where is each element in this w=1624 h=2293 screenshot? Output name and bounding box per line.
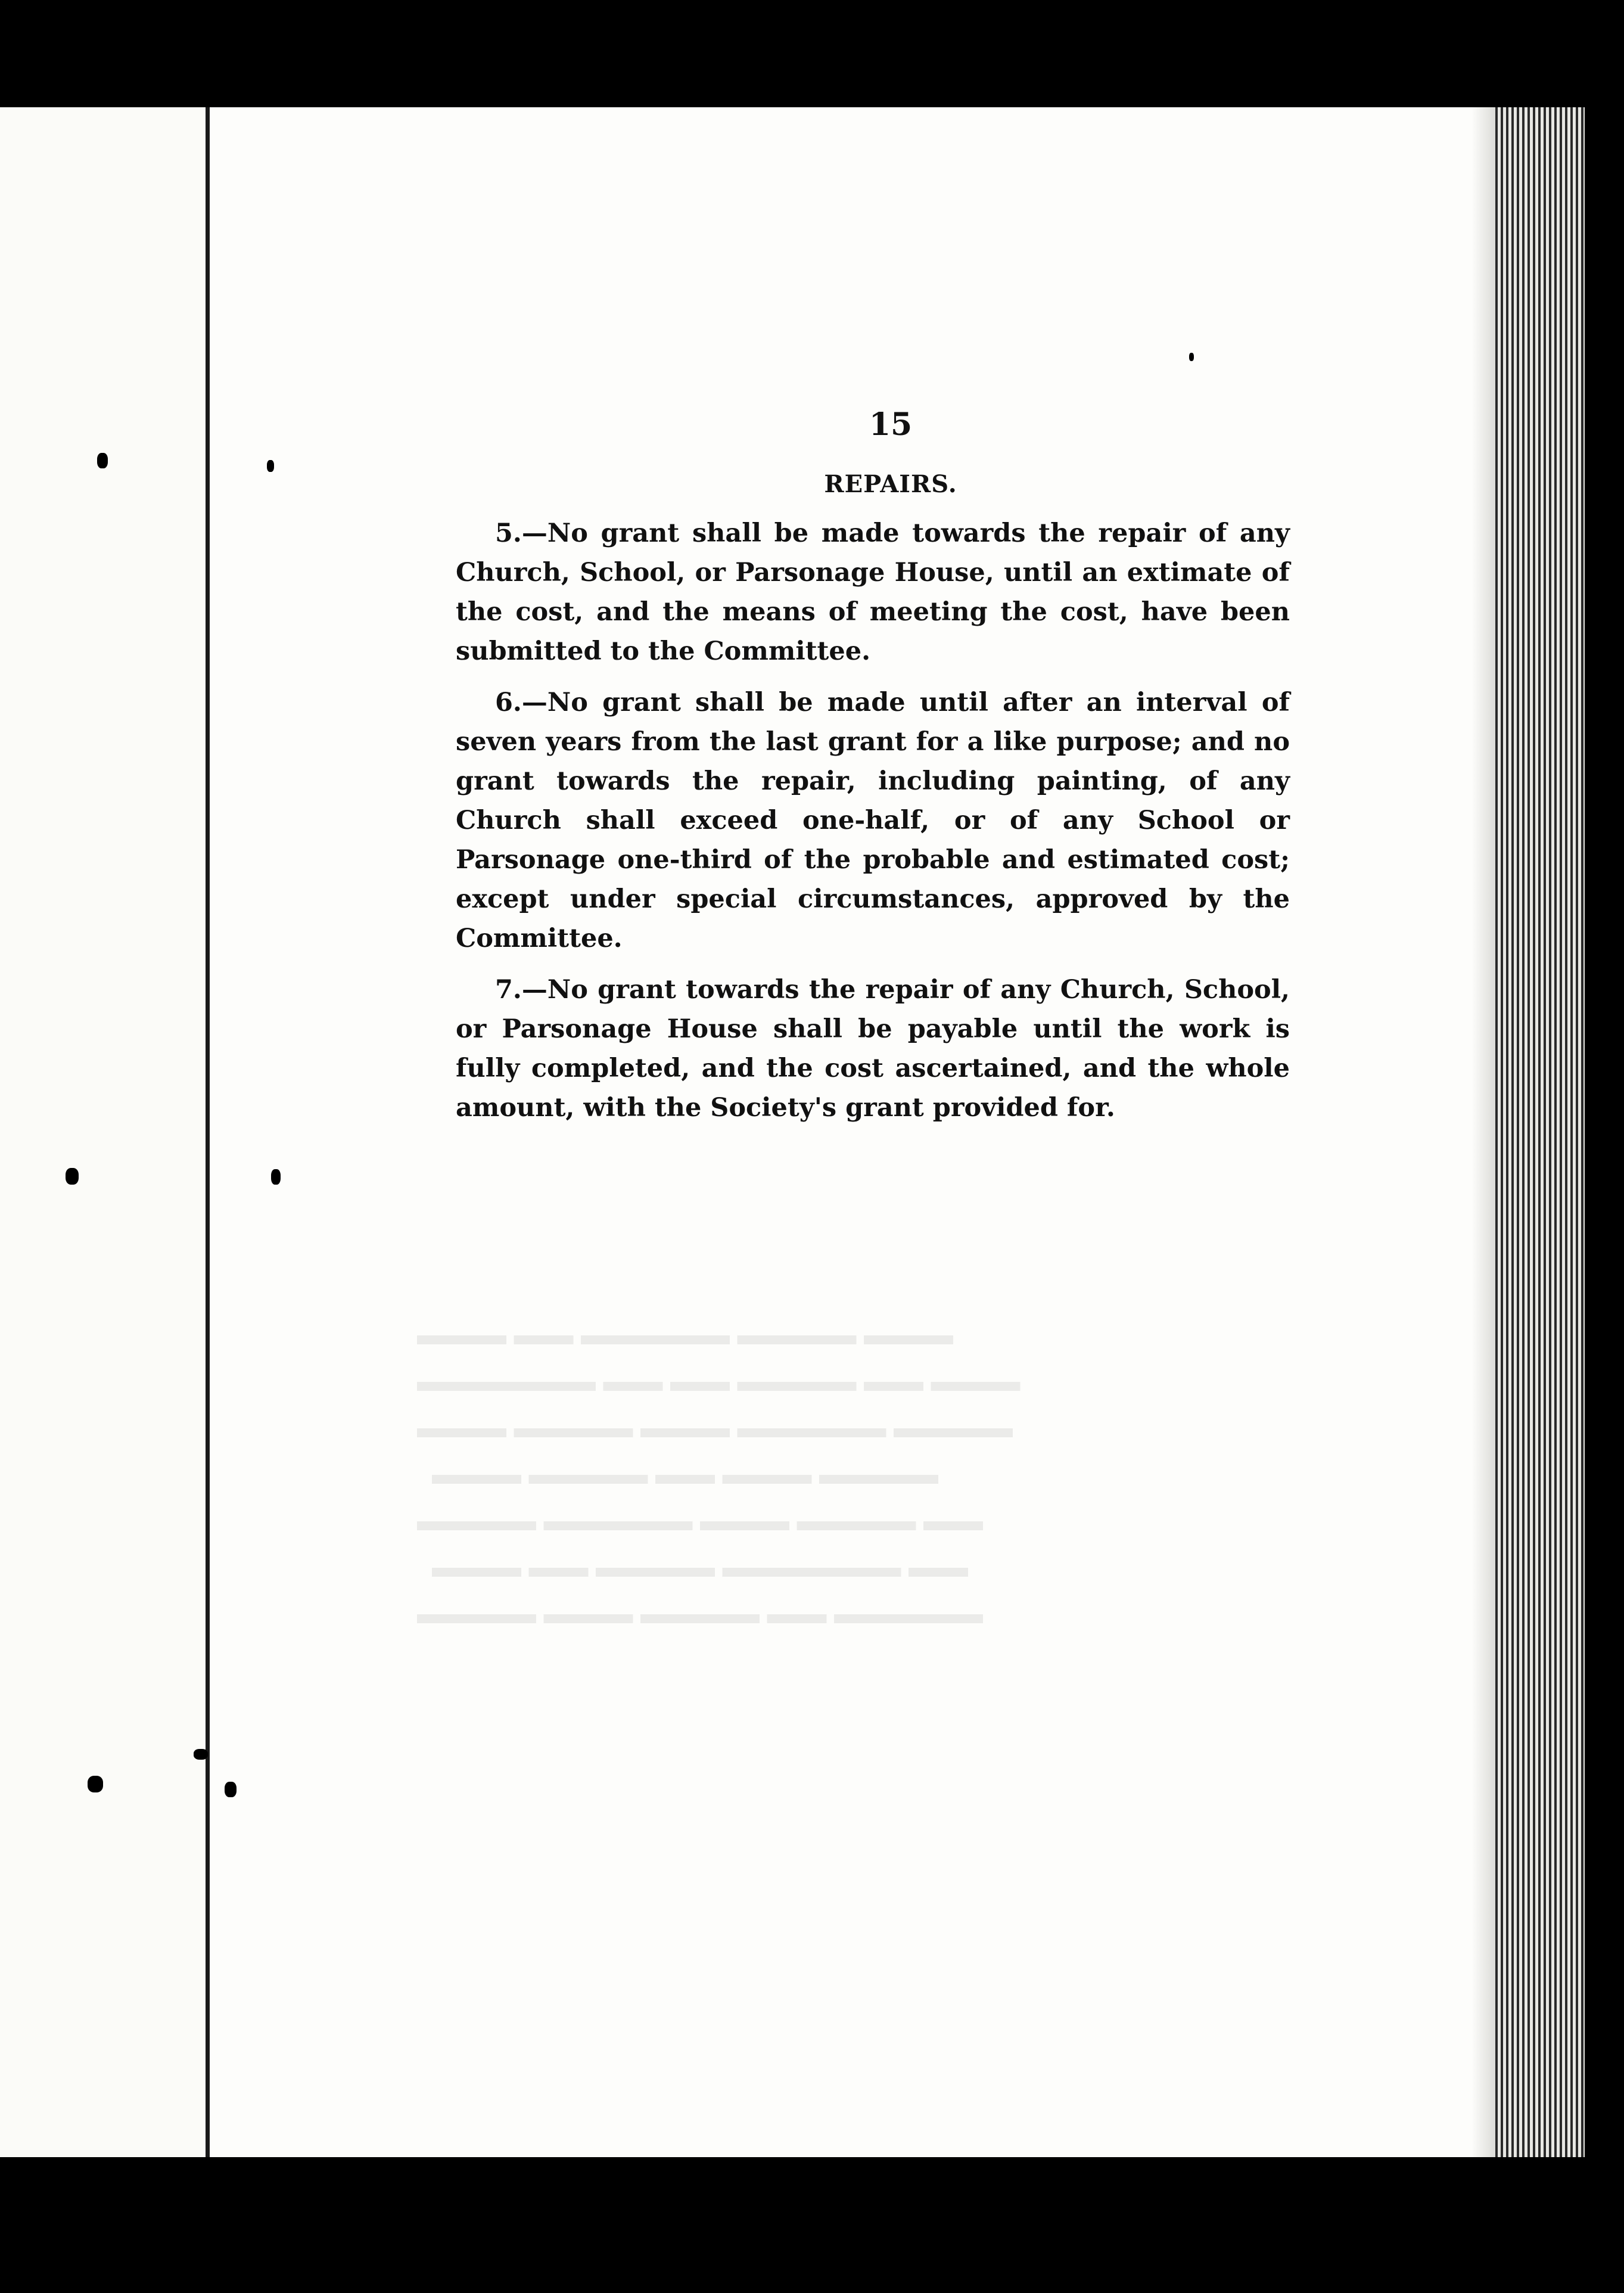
ink-speck (267, 460, 274, 472)
rule-number: 6. (495, 688, 522, 717)
ink-speck (97, 453, 108, 468)
rule-number: 5. (495, 518, 522, 548)
page-text (456, 405, 1290, 1139)
page-curve-shadow (1471, 107, 1495, 2157)
ink-speck (88, 1776, 103, 1792)
left-leaf (0, 107, 206, 2157)
rule-7 (456, 970, 1290, 1127)
bleed-through-texture: ▬▬▬ ▬▬ ▬▬▬▬▬ ▬▬▬▬ ▬▬▬ ▬▬▬▬▬▬ ▬▬ ▬▬ ▬▬▬▬ ▬▬ ▬▬▬ ▬▬▬ ▬▬▬▬ ▬▬▬ ▬▬▬▬▬ ▬▬▬▬ ▬▬▬ ▬▬▬▬ ▬▬ ▬▬▬ ▬▬▬▬ ▬▬▬▬ ▬▬▬▬▬ ▬▬▬ ▬▬▬▬ ▬▬ ▬▬▬ ▬▬ ▬▬▬▬ ▬▬▬▬▬▬ ▬▬ ▬▬▬▬ ▬▬▬ ▬▬▬▬ ▬▬ ▬▬▬▬▬ (417, 1318, 1021, 1630)
ink-speck (225, 1782, 237, 1797)
section-heading: REPAIRS. (824, 470, 957, 498)
ink-speck (1189, 353, 1194, 361)
ink-speck (194, 1749, 208, 1760)
rule-6 (456, 683, 1290, 958)
ink-speck (271, 1169, 281, 1185)
gutter-line (206, 107, 210, 2157)
ink-speck (66, 1168, 79, 1185)
rule-text: —No grant shall be made towards the repair of any Church, School, or Parsonage House, until an extimate of the cost, and the means of meeting the cost, have been submitted to the Committee. (456, 518, 1290, 666)
rule-number: 7. (495, 975, 522, 1005)
rule-text: —No grant shall be made until after an interval of seven years from the last grant for a like purpose; and no grant towards the repair, including painting, of any Church shall exceed one-half, or of any School or Parsonage one-third of the probable and estimated cost; except under special circumstances, approved by the Committee. (456, 688, 1290, 953)
book-page (0, 107, 1585, 2157)
rule-text: —No grant towards the repair of any Church, School, or Parsonage House shall be payable until the work is fully completed, and the cost ascertained, and the whole amount, with the Society's grant provided for. (456, 975, 1290, 1123)
page-number: 15 (869, 406, 913, 443)
rule-5 (456, 514, 1290, 671)
page-edges (1495, 107, 1585, 2157)
